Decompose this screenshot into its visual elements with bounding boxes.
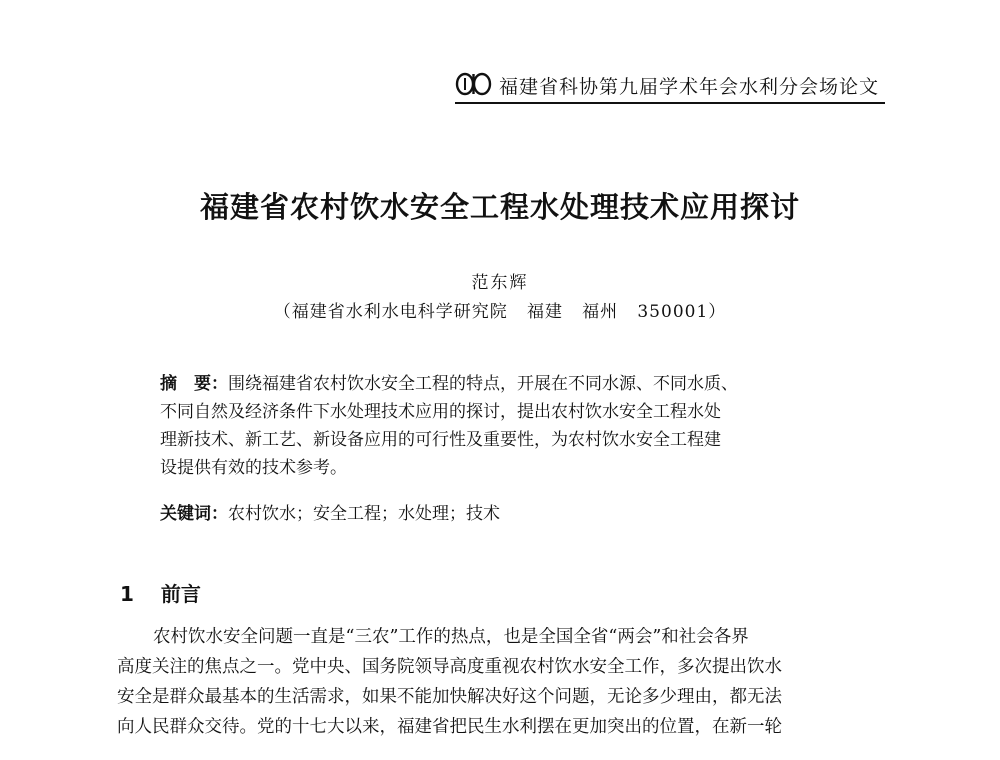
- paper-title: 福建省农村饮水安全工程水处理技术应用探讨: [199, 190, 800, 224]
- body-line: 农村饮水安全问题一直是“三农”工作的热点，也是全国全省“两会”和社会各界: [153, 627, 749, 647]
- abstract-line: 理新技术、新工艺、新设备应用的可行性及重要性，为农村饮水安全工程建: [160, 430, 721, 450]
- running-title: 福建省科协第九届学术年会水利分会场论文: [499, 76, 880, 98]
- section-heading: 1 前言: [120, 582, 201, 606]
- keywords: [160, 500, 850, 528]
- abstract-text: 围绕福建省农村饮水安全工程的特点，开展在不同水源、不同水质、: [228, 374, 738, 394]
- body-line: 向人民群众交待。党的十七大以来，福建省把民生水利摆在更加突出的位置，在新一轮: [117, 717, 782, 737]
- body-line: 高度关注的焦点之一。党中央、国务院领导高度重视农村饮水安全工作，多次提出饮水: [117, 657, 782, 677]
- abstract: [160, 370, 850, 482]
- abstract-label: 摘 要：: [160, 374, 228, 394]
- running-header: [455, 68, 885, 104]
- abstract-line: [160, 370, 850, 398]
- author-name: 范东辉: [471, 273, 529, 293]
- section-body: [117, 622, 887, 742]
- abstract-line: 不同自然及经济条件下水处理技术应用的探讨，提出农村饮水安全工程水处: [160, 402, 721, 422]
- body-line: 安全是群众最基本的生活需求，如果不能加快解决好这个问题，无论多少理由，都无法: [117, 687, 782, 707]
- abstract-line: 设提供有效的技术参考。: [160, 458, 347, 478]
- keywords-text: 农村饮水；安全工程；水处理；技术: [228, 504, 500, 524]
- keywords-label: 关键词：: [160, 504, 228, 524]
- author-affiliation: （福建省水利水电科学研究院 福建 福州 350001）: [273, 302, 727, 322]
- journal-logo-icon: [455, 72, 493, 96]
